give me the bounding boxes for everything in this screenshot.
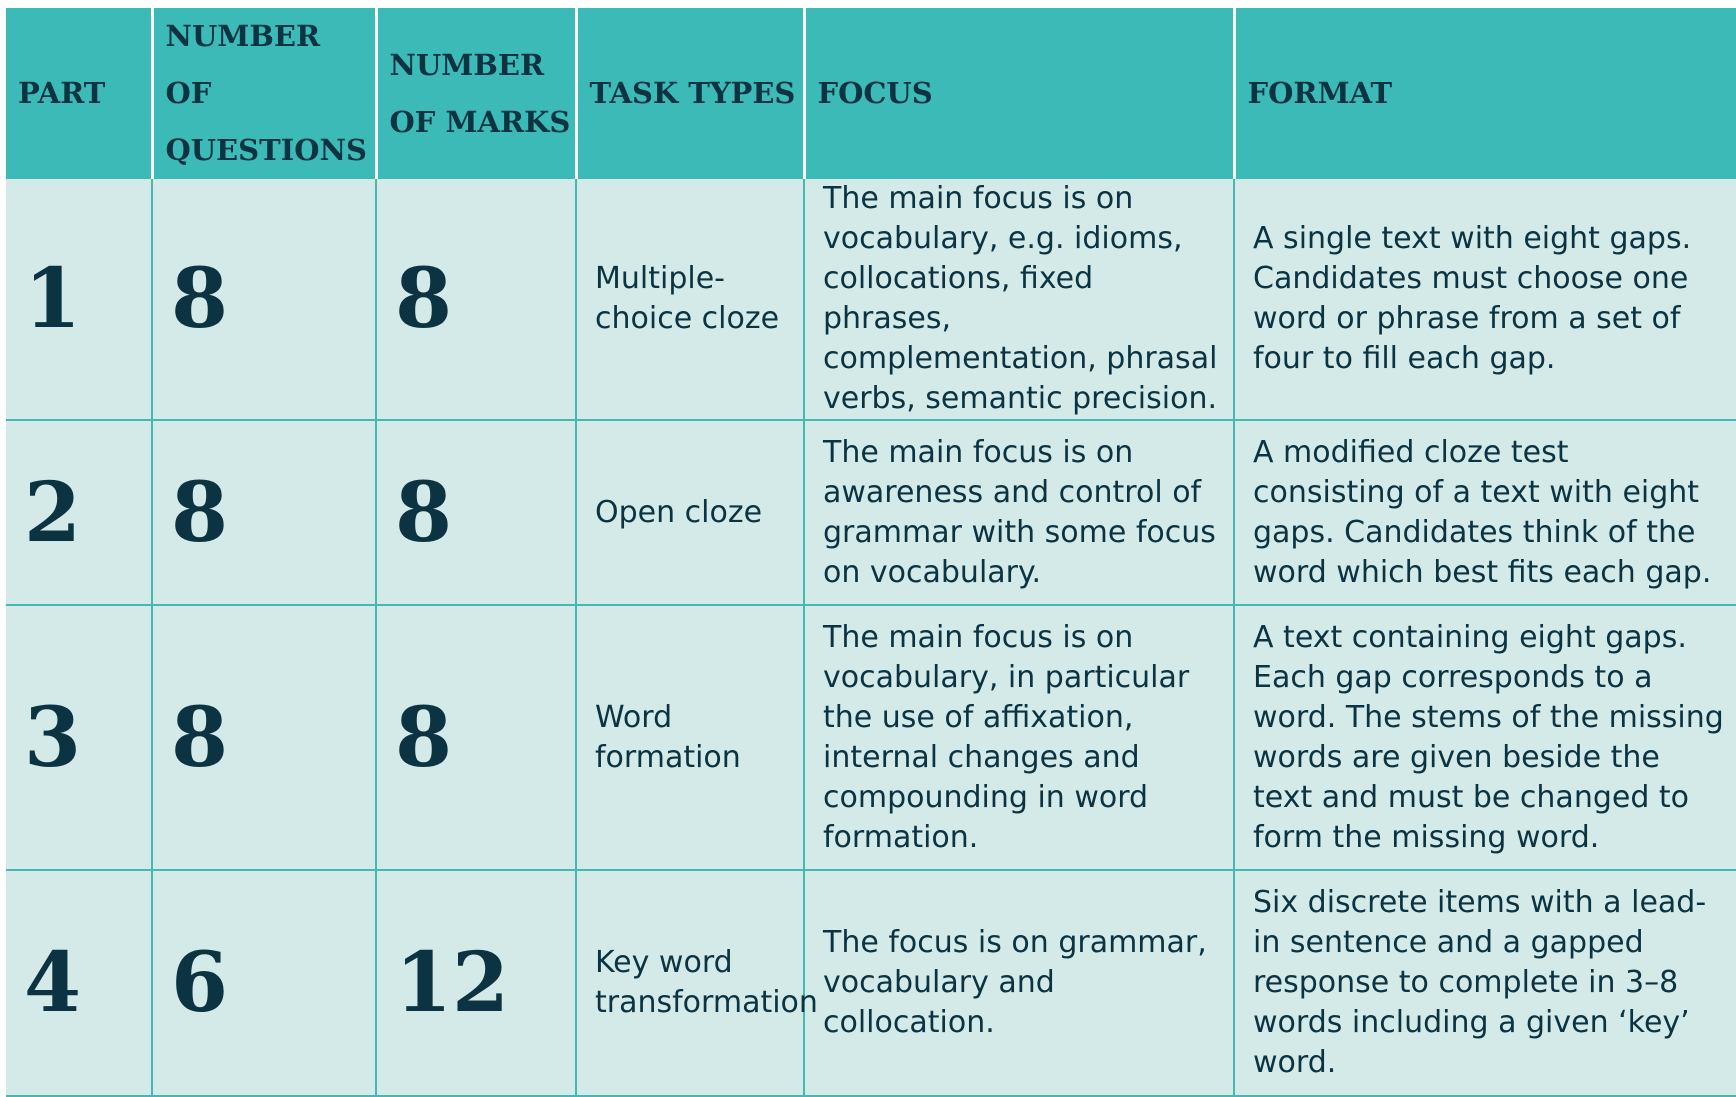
header-part: PART bbox=[6, 8, 152, 179]
focus-description: The main focus is on vocabulary, in particular the use of affixation, internal changes and compounding in word formation. bbox=[804, 605, 1234, 870]
part-number: 2 bbox=[6, 420, 152, 605]
focus-description: The main focus is on vocabulary, e.g. idioms, collocations, fixed phrases, complementation, phrasal verbs, semantic precision. bbox=[804, 179, 1234, 420]
table-row bbox=[6, 420, 1736, 605]
part-number: 4 bbox=[6, 870, 152, 1096]
task-type: Word formation bbox=[576, 605, 804, 870]
mark-count: 8 bbox=[376, 420, 576, 605]
question-count: 8 bbox=[152, 179, 376, 420]
table-row bbox=[6, 870, 1736, 1096]
mark-count: 12 bbox=[376, 870, 576, 1096]
header-task-types: TASK TYPES bbox=[576, 8, 804, 179]
header-number-of-marks: NUMBER OF MARKS bbox=[376, 8, 576, 179]
format-description: A modified cloze test consisting of a text with eight gaps. Candidates think of the word which best fits each gap. bbox=[1234, 420, 1736, 605]
format-description: Six discrete items with a lead-in sentence and a gapped response to complete in 3–8 words including a given ‘key’ word. bbox=[1234, 870, 1736, 1096]
question-count: 8 bbox=[152, 605, 376, 870]
header-number-of-questions: NUMBER OF QUESTIONS bbox=[152, 8, 376, 179]
exam-structure-table bbox=[6, 8, 1736, 1097]
table-row bbox=[6, 179, 1736, 420]
header-focus: FOCUS bbox=[804, 8, 1234, 179]
mark-count: 8 bbox=[376, 605, 576, 870]
task-type: Key word transformation bbox=[576, 870, 804, 1096]
format-description: A single text with eight gaps. Candidates must choose one word or phrase from a set of four to fill each gap. bbox=[1234, 179, 1736, 420]
header-format: FORMAT bbox=[1234, 8, 1736, 179]
table-row bbox=[6, 605, 1736, 870]
header-row bbox=[6, 8, 1736, 179]
question-count: 6 bbox=[152, 870, 376, 1096]
table-header bbox=[6, 8, 1736, 179]
part-number: 1 bbox=[6, 179, 152, 420]
format-description: A text containing eight gaps. Each gap corresponds to a word. The stems of the missing words are given beside the text and must be changed to form the missing word. bbox=[1234, 605, 1736, 870]
focus-description: The main focus is on awareness and control of grammar with some focus on vocabulary. bbox=[804, 420, 1234, 605]
task-type: Multiple-choice cloze bbox=[576, 179, 804, 420]
question-count: 8 bbox=[152, 420, 376, 605]
focus-description: The focus is on grammar, vocabulary and collocation. bbox=[804, 870, 1234, 1096]
task-type: Open cloze bbox=[576, 420, 804, 605]
part-number: 3 bbox=[6, 605, 152, 870]
mark-count: 8 bbox=[376, 179, 576, 420]
table-body bbox=[6, 179, 1736, 1096]
